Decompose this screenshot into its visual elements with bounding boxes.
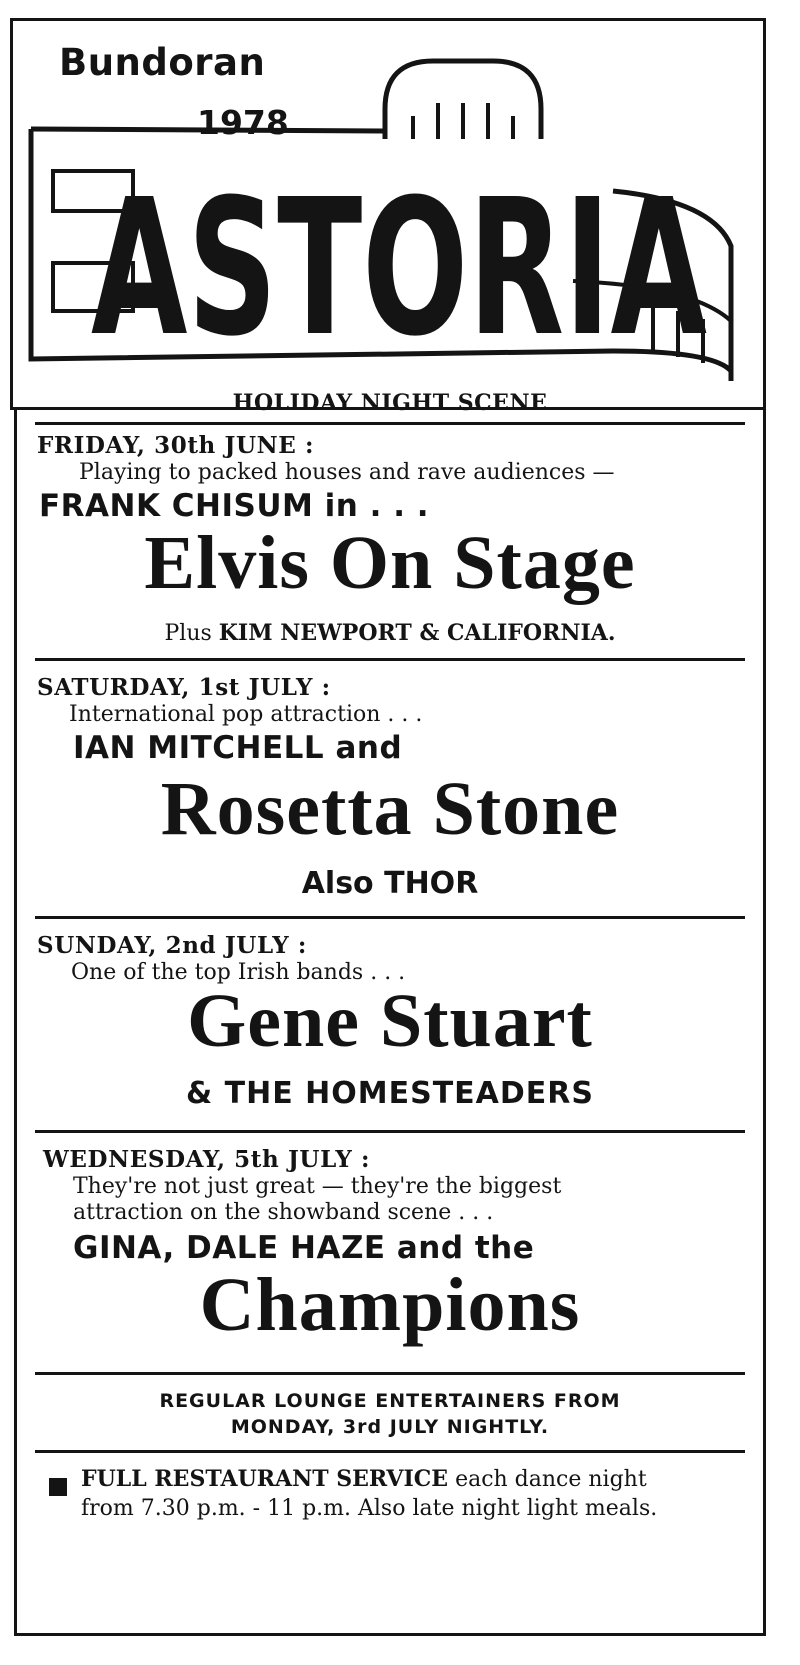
event-artist: FRANK CHISUM in . . . (39, 488, 430, 524)
restaurant-detail: each dance night (455, 1467, 647, 1492)
section-title: HOLIDAY NIGHT SCENE (232, 390, 548, 416)
event-artist: GINA, DALE HAZE and the (73, 1230, 535, 1266)
venue-name: ASTORIA (91, 159, 707, 378)
divider (35, 422, 745, 425)
restaurant-hours: from 7.30 p.m. - 11 p.m. Also late night light meals. (81, 1496, 658, 1521)
place-name: Bundoran (59, 41, 266, 84)
venue-header (10, 18, 766, 410)
event-headliner: Elvis On Stage (144, 521, 636, 605)
restaurant-heading: FULL RESTAURANT SERVICE (81, 1466, 449, 1492)
lounge-notice: REGULAR LOUNGE ENTERTAINERS FROM (159, 1390, 621, 1412)
bullet-square-icon (49, 1478, 67, 1496)
event-blurb: One of the top Irish bands . . . (71, 960, 406, 985)
event-support: Also THOR (301, 866, 479, 901)
event-blurb: International pop attraction . . . (69, 702, 423, 727)
restaurant-notice (81, 1466, 647, 1492)
event-artist: IAN MITCHELL and (73, 730, 403, 766)
support-prefix: Plus (164, 621, 212, 646)
event-day: FRIDAY, 30th JUNE : (37, 432, 315, 459)
event-headliner: Champions (199, 1263, 581, 1347)
event-support (17, 620, 763, 646)
event-day: SUNDAY, 2nd JULY : (37, 932, 307, 959)
divider (35, 1130, 745, 1133)
divider (35, 916, 745, 919)
event-headliner: Gene Stuart (187, 979, 593, 1063)
event-support: & THE HOMESTEADERS (186, 1076, 594, 1111)
divider (35, 658, 745, 661)
event-day: WEDNESDAY, 5th JULY : (43, 1146, 371, 1173)
event-listing (14, 390, 766, 1636)
event-day: SATURDAY, 1st JULY : (37, 674, 331, 701)
lounge-notice: MONDAY, 3rd JULY NIGHTLY. (230, 1416, 550, 1438)
event-blurb: attraction on the showband scene . . . (73, 1200, 494, 1225)
support-act: KIM NEWPORT & CALIFORNIA. (218, 620, 616, 646)
event-blurb: Playing to packed houses and rave audiences — (79, 460, 615, 485)
event-blurb: They're not just great — they're the biggest (73, 1174, 562, 1199)
divider (35, 1372, 745, 1375)
divider (35, 1450, 745, 1453)
year: 1978 (197, 103, 289, 142)
event-headliner: Rosetta Stone (160, 767, 620, 851)
